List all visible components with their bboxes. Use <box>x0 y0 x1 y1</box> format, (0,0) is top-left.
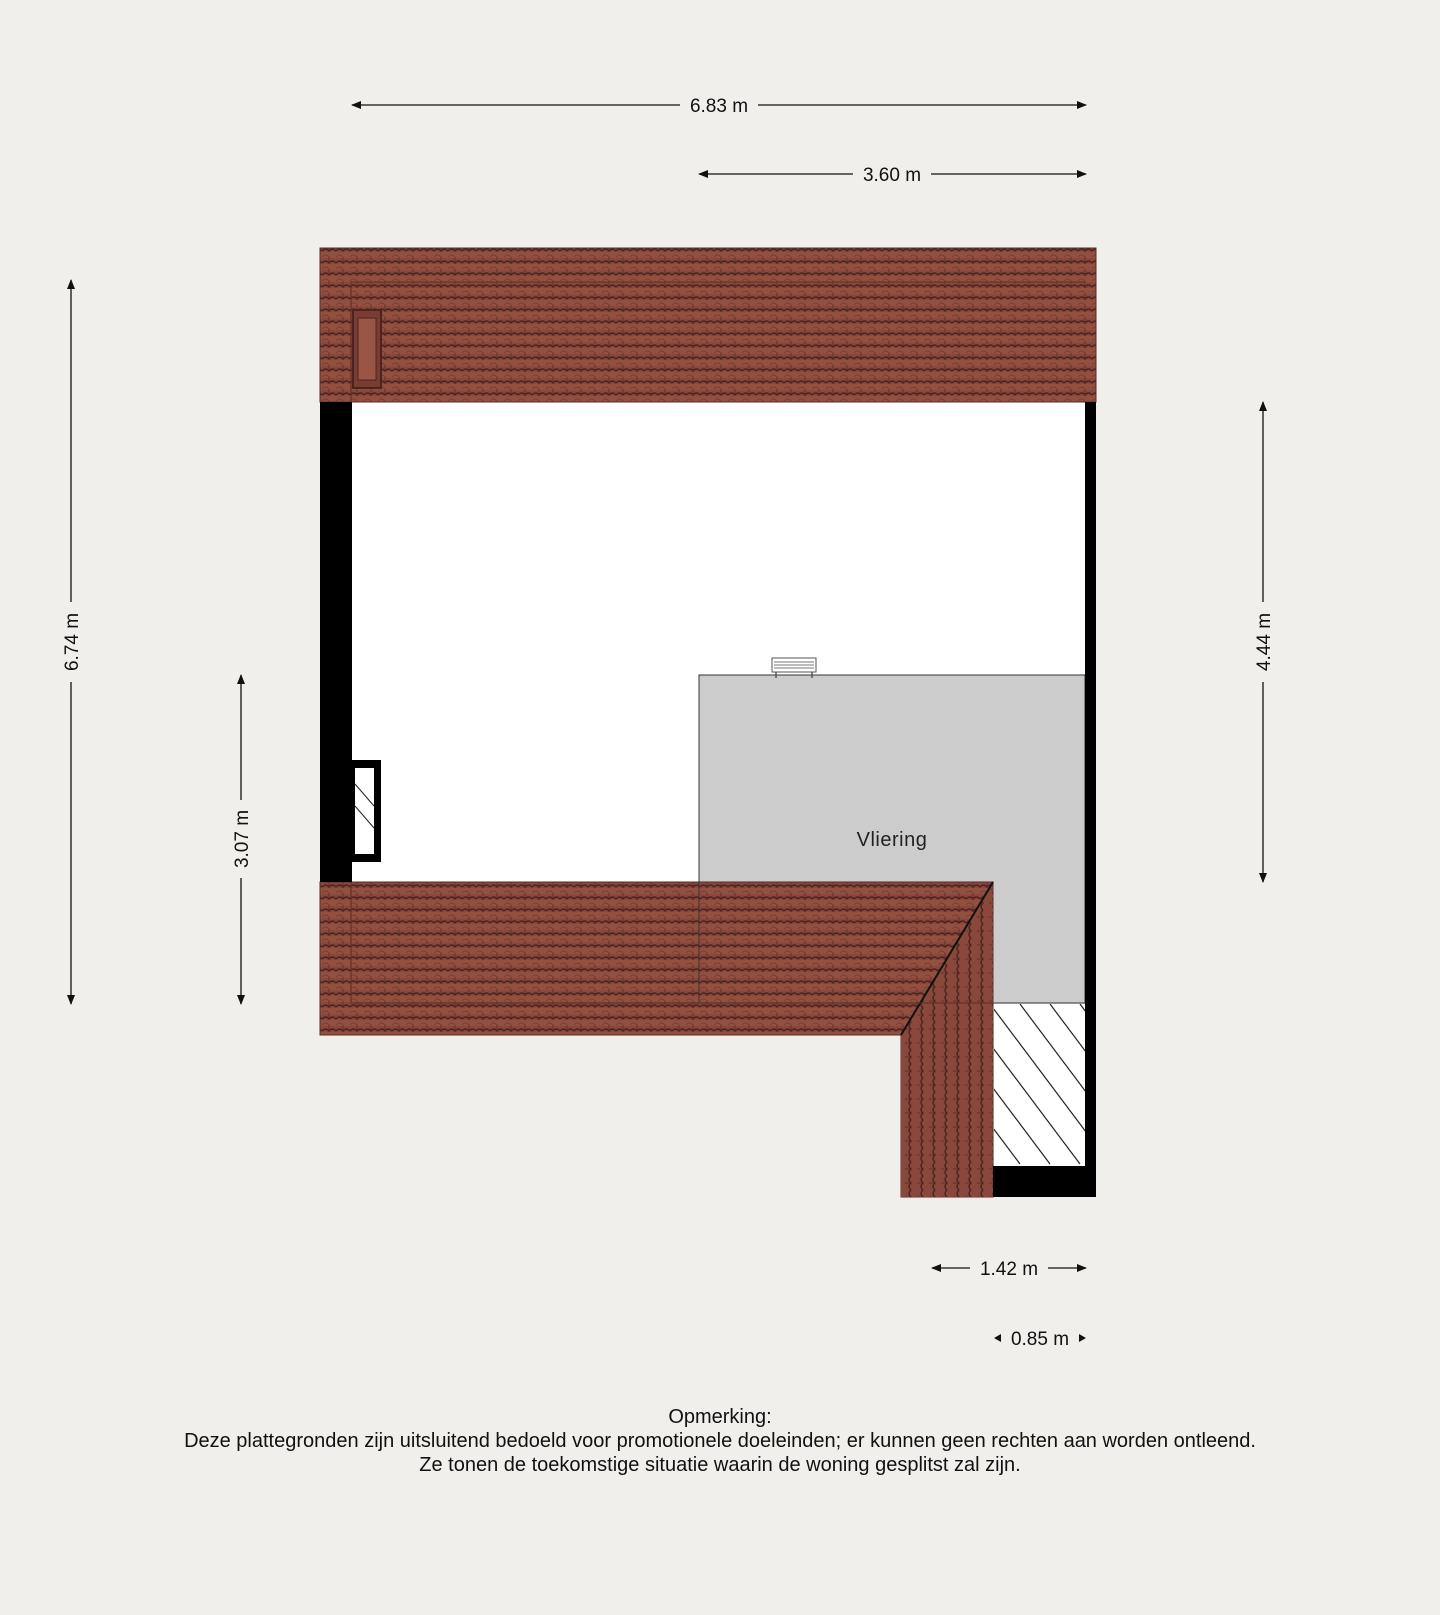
disclaimer-note <box>0 1405 1440 1477</box>
dimension-bottom-b <box>994 1329 1086 1350</box>
dimension-label: 3.60 m <box>862 165 922 186</box>
dimension-left-overall <box>62 280 83 1004</box>
note-line-2: Ze tonen de toekomstige situatie waarin de woning gesplitst zal zijn. <box>419 1454 1021 1476</box>
room-label-vliering: Vliering <box>856 829 928 851</box>
wall-right <box>1085 402 1096 1197</box>
dimension-top-overall <box>352 96 1086 117</box>
roof-top <box>320 248 1096 402</box>
wall-bottom-right <box>993 1166 1096 1197</box>
dimension-label: 6.83 m <box>689 96 749 117</box>
wall-left <box>320 402 352 882</box>
note-line-1: Deze plattegronden zijn uitsluitend bedoeld voor promotionele doeleinden; er kunnen geen rechten aan worden ontleend. <box>184 1430 1256 1452</box>
roof-bottom <box>320 882 993 1197</box>
dimension-label: 4.44 m <box>1254 612 1275 672</box>
dimension-label: 1.42 m <box>979 1259 1039 1280</box>
dimension-left-partial <box>232 675 253 1004</box>
dimension-top-partial <box>699 165 1086 186</box>
dimension-right <box>1254 402 1275 882</box>
note-heading: Opmerking: <box>668 1406 772 1428</box>
dimension-label: 0.85 m <box>1010 1329 1070 1350</box>
dimension-label: 6.74 m <box>62 612 83 672</box>
dimension-bottom-a <box>932 1259 1086 1280</box>
roof-window-top <box>353 310 381 388</box>
wall-window-left <box>349 760 381 862</box>
dimension-label: 3.07 m <box>232 809 253 869</box>
